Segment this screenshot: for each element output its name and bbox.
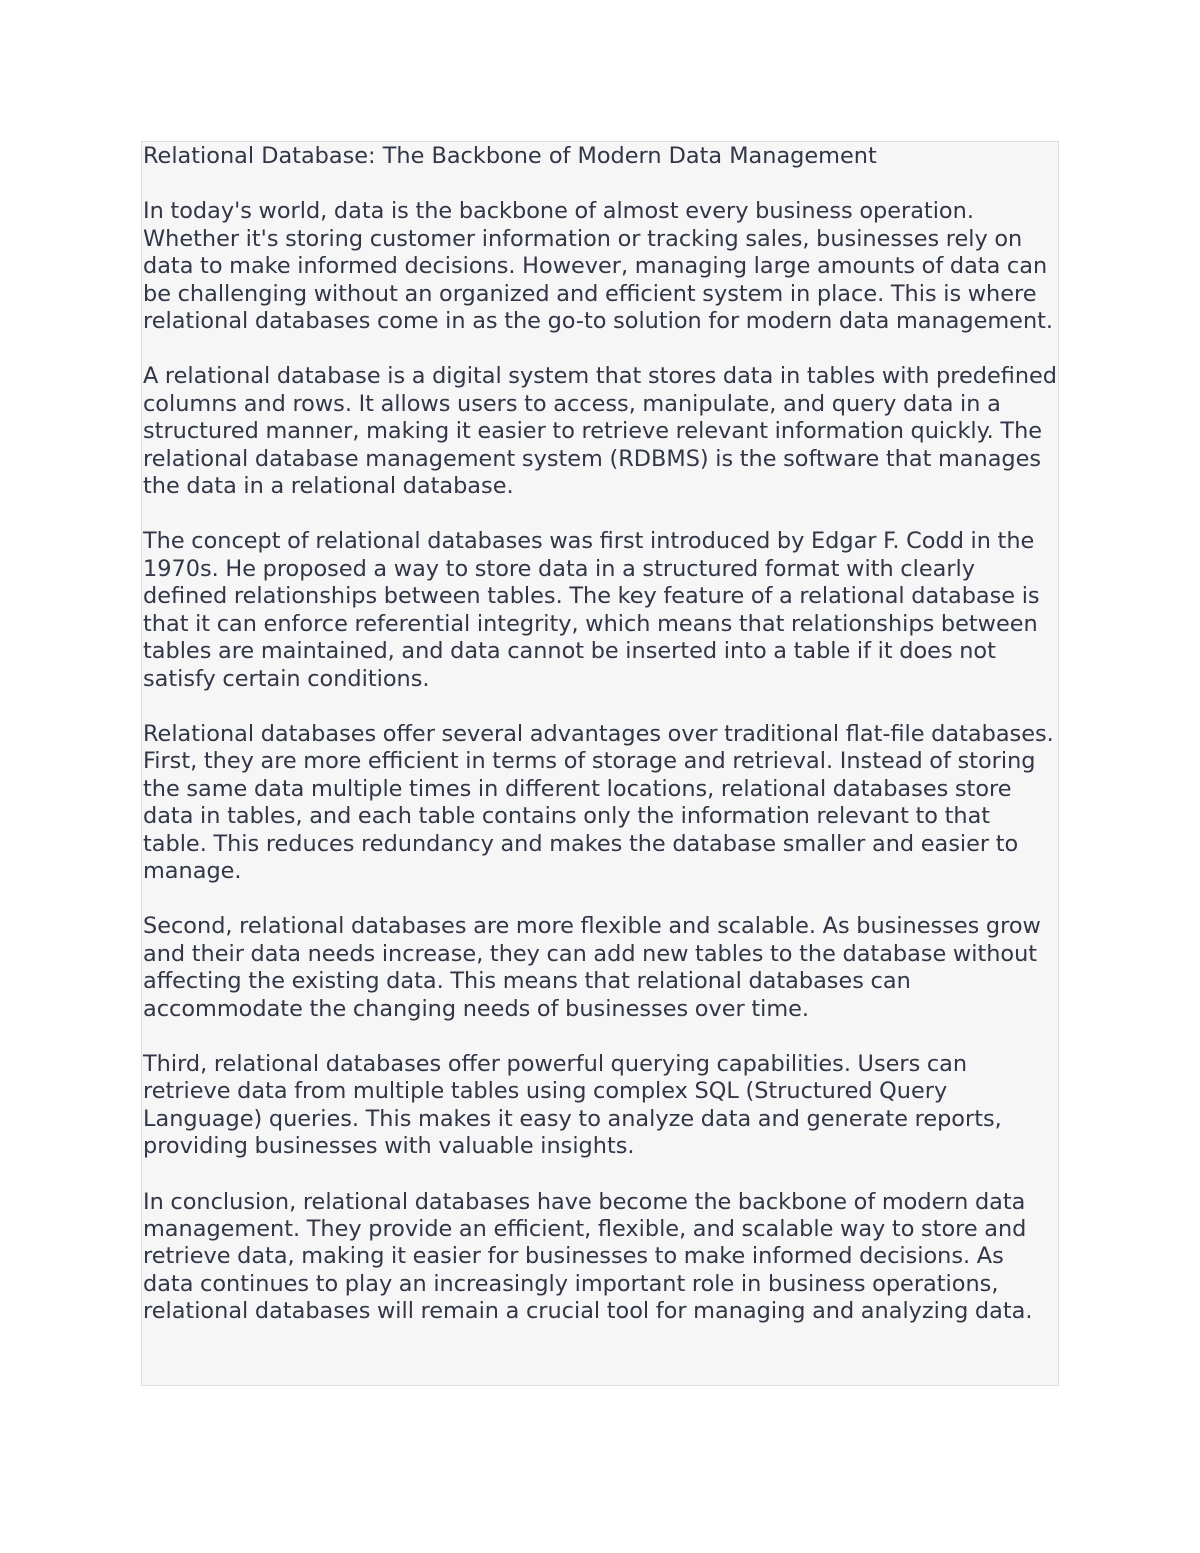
document-paragraph-1: In today's world, data is the backbone of almost every business operation. Whether it's storing customer information or tracking sales, businesses rely on data to make informed decisions. However, managing large amounts of data can be challenging without an organized and efficient system in place. This is where relational databases come in as the go-to solution for modern data management.: [143, 198, 1054, 335]
document-paragraph-2: A relational database is a digital system that stores data in tables with predefined columns and rows. It allows users to access, manipulate, and query data in a structured manner, making it easier to retrieve relevant information quickly. The relational database management system (RDBMS) is the software that manages the data in a relational database.: [143, 363, 1058, 500]
document-text-box: [141, 141, 1059, 1386]
document-paragraph-4: Relational databases offer several advantages over traditional flat-file databases. First, they are more efficient in terms of storage and retrieval. Instead of storing the same data multiple times in different locations, relational databases store data in tables, and each table contains only the information relevant to that table. This reduces redundancy and makes the database smaller and easier to manage.: [143, 720, 1054, 884]
document-paragraph-3: The concept of relational databases was first introduced by Edgar F. Codd in the 1970s. He proposed a way to store data in a structured format with clearly defined relationships between tables. The key feature of a relational database is that it can enforce referential integrity, which means that relationships between tables are maintained, and data cannot be inserted into a table if it does not satisfy certain conditions.: [143, 528, 1040, 692]
document-title: Relational Database: The Backbone of Modern Data Management: [143, 143, 877, 169]
document-paragraph-5: Second, relational databases are more flexible and scalable. As businesses grow and their data needs increase, they can add new tables to the database without affecting the existing data. This means that relational databases can accommodate the changing needs of businesses over time.: [143, 913, 1041, 1022]
document-paragraph-6: Third, relational databases offer powerful querying capabilities. Users can retrieve data from multiple tables using complex SQL (Structured Query Language) queries. This makes it easy to analyze data and generate reports, providing businesses with valuable insights.: [143, 1050, 1002, 1160]
document-paragraph-7: In conclusion, relational databases have become the backbone of modern data management. They provide an efficient, flexible, and scalable way to store and retrieve data, making it easier for businesses to make informed decisions. As data continues to play an increasingly important role in business operations, relational databases will remain a crucial tool for managing and analyzing data.: [143, 1188, 1033, 1325]
